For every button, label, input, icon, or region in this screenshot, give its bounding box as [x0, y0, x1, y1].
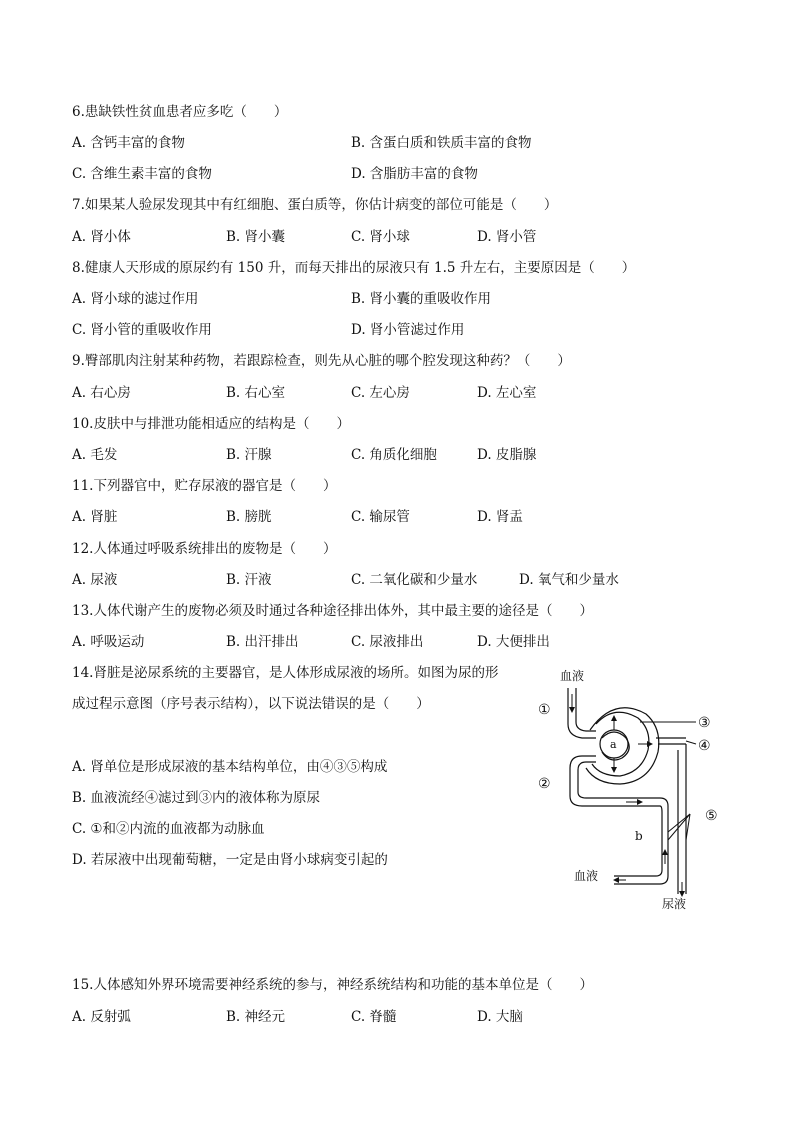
question-15-option-b[interactable]: B. 神经元 [226, 1009, 286, 1025]
label-4: ④ [698, 738, 711, 754]
question-11-option-a[interactable]: A. 肾脏 [72, 509, 118, 525]
question-6-option-a[interactable]: A. 含钙丰富的食物 [72, 135, 185, 151]
question-11-stem: 11.下列器官中，贮存尿液的器官是（ ） [72, 478, 337, 494]
question-8-option-b[interactable]: B. 肾小囊的重吸收作用 [351, 291, 492, 307]
question-10-option-b[interactable]: B. 汗腺 [226, 447, 272, 463]
label-3: ③ [698, 715, 711, 731]
question-10-option-a[interactable]: A. 毛发 [72, 447, 118, 463]
question-9-stem: 9.臀部肌肉注射某种药物，若跟踪检查，则先从心脏的哪个腔发现这种药？（ ） [72, 353, 571, 369]
question-12-option-b[interactable]: B. 汗液 [226, 572, 272, 588]
question-10-option-d[interactable]: D. 皮脂腺 [477, 447, 537, 463]
question-7-option-d[interactable]: D. 肾小管 [477, 229, 537, 245]
question-15-option-a[interactable]: A. 反射弧 [72, 1009, 131, 1025]
question-11-option-d[interactable]: D. 肾盂 [477, 509, 523, 525]
question-15-stem: 15.人体感知外界环境需要神经系统的参与，神经系统结构和功能的基本单位是（ ） [72, 977, 593, 993]
question-14-option-a[interactable]: A. 肾单位是形成尿液的基本结构单位，由④③⑤构成 [72, 759, 388, 775]
question-6-option-d[interactable]: D. 含脂肪丰富的食物 [351, 166, 478, 182]
question-12-option-c[interactable]: C. 二氧化碳和少量水 [351, 572, 478, 588]
question-9-option-a[interactable]: A. 右心房 [72, 385, 131, 401]
label-blood-out: 血液 [574, 869, 599, 883]
label-a: a [610, 738, 617, 751]
question-8-option-c[interactable]: C. 肾小管的重吸收作用 [72, 322, 212, 338]
question-13-option-c[interactable]: C. 尿液排出 [351, 634, 424, 650]
question-13-option-d[interactable]: D. 大便排出 [477, 634, 550, 650]
label-urine: 尿液 [662, 897, 687, 911]
question-13-option-b[interactable]: B. 出汗排出 [226, 634, 299, 650]
label-1: ① [538, 702, 551, 718]
question-12-option-d[interactable]: D. 氧气和少量水 [519, 572, 619, 588]
label-5: ⑤ [705, 808, 718, 824]
question-13-option-a[interactable]: A. 呼吸运动 [72, 634, 145, 650]
question-11-option-c[interactable]: C. 输尿管 [351, 509, 410, 525]
nephron-diagram [530, 664, 730, 914]
question-8-option-a[interactable]: A. 肾小球的滤过作用 [72, 291, 199, 307]
question-10-stem: 10.皮肤中与排泄功能相适应的结构是（ ） [72, 416, 350, 432]
label-2: ② [538, 776, 551, 792]
question-7-option-a[interactable]: A. 肾小体 [72, 229, 131, 245]
question-6-option-c[interactable]: C. 含维生素丰富的食物 [72, 166, 212, 182]
question-14-option-b[interactable]: B. 血液流经④滤过到③内的液体称为原尿 [72, 790, 321, 806]
question-14-stem-line1: 14.肾脏是泌尿系统的主要器官，是人体形成尿液的场所。如图为尿的形 [72, 665, 499, 681]
question-7-option-c[interactable]: C. 肾小球 [351, 229, 410, 245]
question-10-option-c[interactable]: C. 角质化细胞 [351, 447, 437, 463]
question-9-option-d[interactable]: D. 左心室 [477, 385, 537, 401]
question-12-option-a[interactable]: A. 尿液 [72, 572, 118, 588]
question-15-option-d[interactable]: D. 大脑 [477, 1009, 523, 1025]
question-14-stem-line2: 成过程示意图（序号表示结构），以下说法错误的是（ ） [72, 696, 430, 712]
question-11-option-b[interactable]: B. 膀胱 [226, 509, 272, 525]
question-14-option-c[interactable]: C. ①和②内流的血液都为动脉血 [72, 821, 265, 837]
question-14-option-d[interactable]: D. 若尿液中出现葡萄糖，一定是由肾小球病变引起的 [72, 852, 388, 868]
question-7-option-b[interactable]: B. 肾小囊 [226, 229, 286, 245]
question-6-option-b[interactable]: B. 含蛋白质和铁质丰富的食物 [351, 135, 532, 151]
question-8-stem: 8.健康人天形成的原尿约有 150 升，而每天排出的尿液只有 1.5 升左右，主要原因是（ ） [72, 260, 636, 276]
question-9-option-b[interactable]: B. 右心室 [226, 385, 286, 401]
label-blood-in: 血液 [560, 669, 585, 683]
question-8-option-d[interactable]: D. 肾小管滤过作用 [351, 322, 465, 338]
label-b: b [635, 829, 643, 843]
question-13-stem: 13.人体代谢产生的废物必须及时通过各种途径排出体外，其中最主要的途径是（ ） [72, 603, 593, 619]
question-9-option-c[interactable]: C. 左心房 [351, 385, 410, 401]
question-6-stem: 6.患缺铁性贫血患者应多吃（ ） [72, 104, 288, 120]
question-7-stem: 7.如果某人验尿发现其中有红细胞、蛋白质等，你估计病变的部位可能是（ ） [72, 197, 558, 213]
question-12-stem: 12.人体通过呼吸系统排出的废物是（ ） [72, 541, 337, 557]
question-15-option-c[interactable]: C. 脊髓 [351, 1009, 397, 1025]
